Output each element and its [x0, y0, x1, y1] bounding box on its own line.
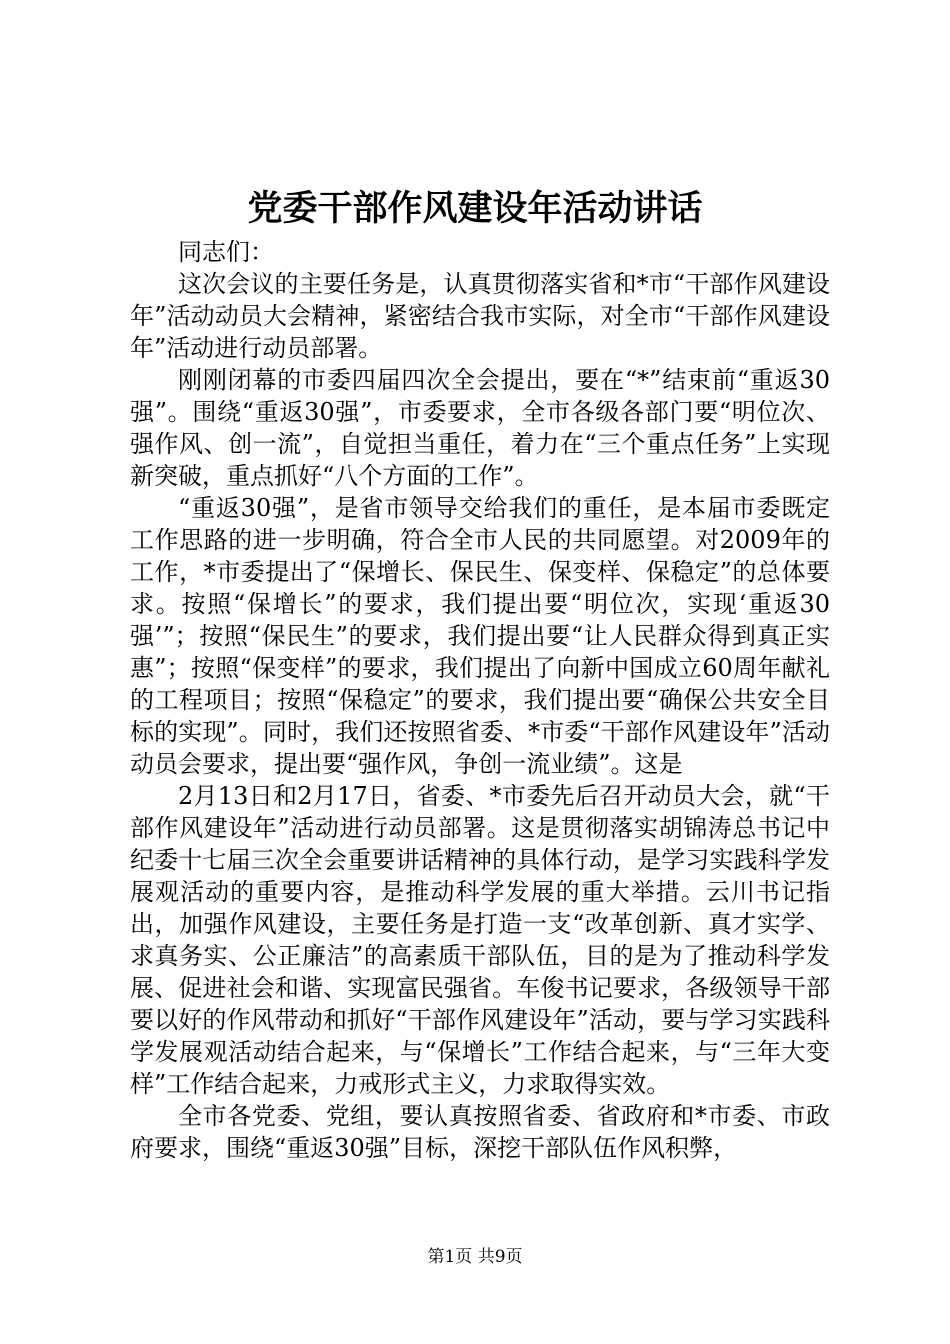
- document-body: [130, 236, 830, 1164]
- paragraph-3: “重返30强”，是省市领导交给我们的重任，是本届市委既定工作思路的进一步明确，符合全市人民的共同愿望。对2009年的工作，*市委提出了“保增长、保民生、保变样、保稳定”的总体要求。按照“保增长”的要求，我们提出要“明位次，实现‘重返30强’”；按照“保民生”的要求，我们提出要“让人民群众得到真正实惠”；按照“保变样”的要求，我们提出了向新中国成立60周年献礼的工程项目；按照“保稳定”的要求，我们提出要“确保公共安全目标的实现”。同时，我们还按照省委、*市委“干部作风建设年”活动动员会要求，提出要“强作风，争创一流业绩”。这是: [130, 494, 830, 778]
- paragraph-2: 刚刚闭幕的市委四届四次全会提出，要在“*”结束前“重返30强”。围绕“重返30强”，市委要求，全市各级各部门要“明位次、强作风、创一流”，自觉担当重任，着力在“三个重点任务”上实现新突破，重点抓好“八个方面的工作”。: [130, 366, 830, 490]
- page-number-footer: 第1页 共9页: [427, 1247, 523, 1267]
- paragraph-4: 2月13日和2月17日，省委、*市委先后召开动员大会，就“干部作风建设年”活动进行动员部署。这是贯彻落实胡锦涛总书记中纪委十七届三次全会重要讲话精神的具体行动，是学习实践科学发展观活动的重要内容，是推动科学发展的重大举措。云川书记指出，加强作风建设，主要任务是打造一支“改革创新、真才实学、求真务实、公正廉洁”的高素质干部队伍，目的是为了推动科学发展、促进社会和谐、实现富民强省。车俊书记要求，各级领导干部要以好的作风带动和抓好“干部作风建设年”活动，要与学习实践科学发展观活动结合起来，与“保增长”工作结合起来，与“三年大变样”工作结合起来，力戒形式主义，力求取得实效。: [130, 782, 830, 1098]
- paragraph-1: 这次会议的主要任务是，认真贯彻落实省和*市“干部作风建设年”活动动员大会精神，紧密结合我市实际，对全市“干部作风建设年”活动进行动员部署。: [130, 270, 830, 362]
- salutation: 同志们：: [178, 238, 274, 266]
- document-title: 党委干部作风建设年活动讲话: [247, 188, 703, 229]
- paragraph-5: 全市各党委、党组，要认真按照省委、省政府和*市委、市政府要求，围绕“重返30强”目标，深挖干部队伍作风积弊，: [130, 1102, 830, 1162]
